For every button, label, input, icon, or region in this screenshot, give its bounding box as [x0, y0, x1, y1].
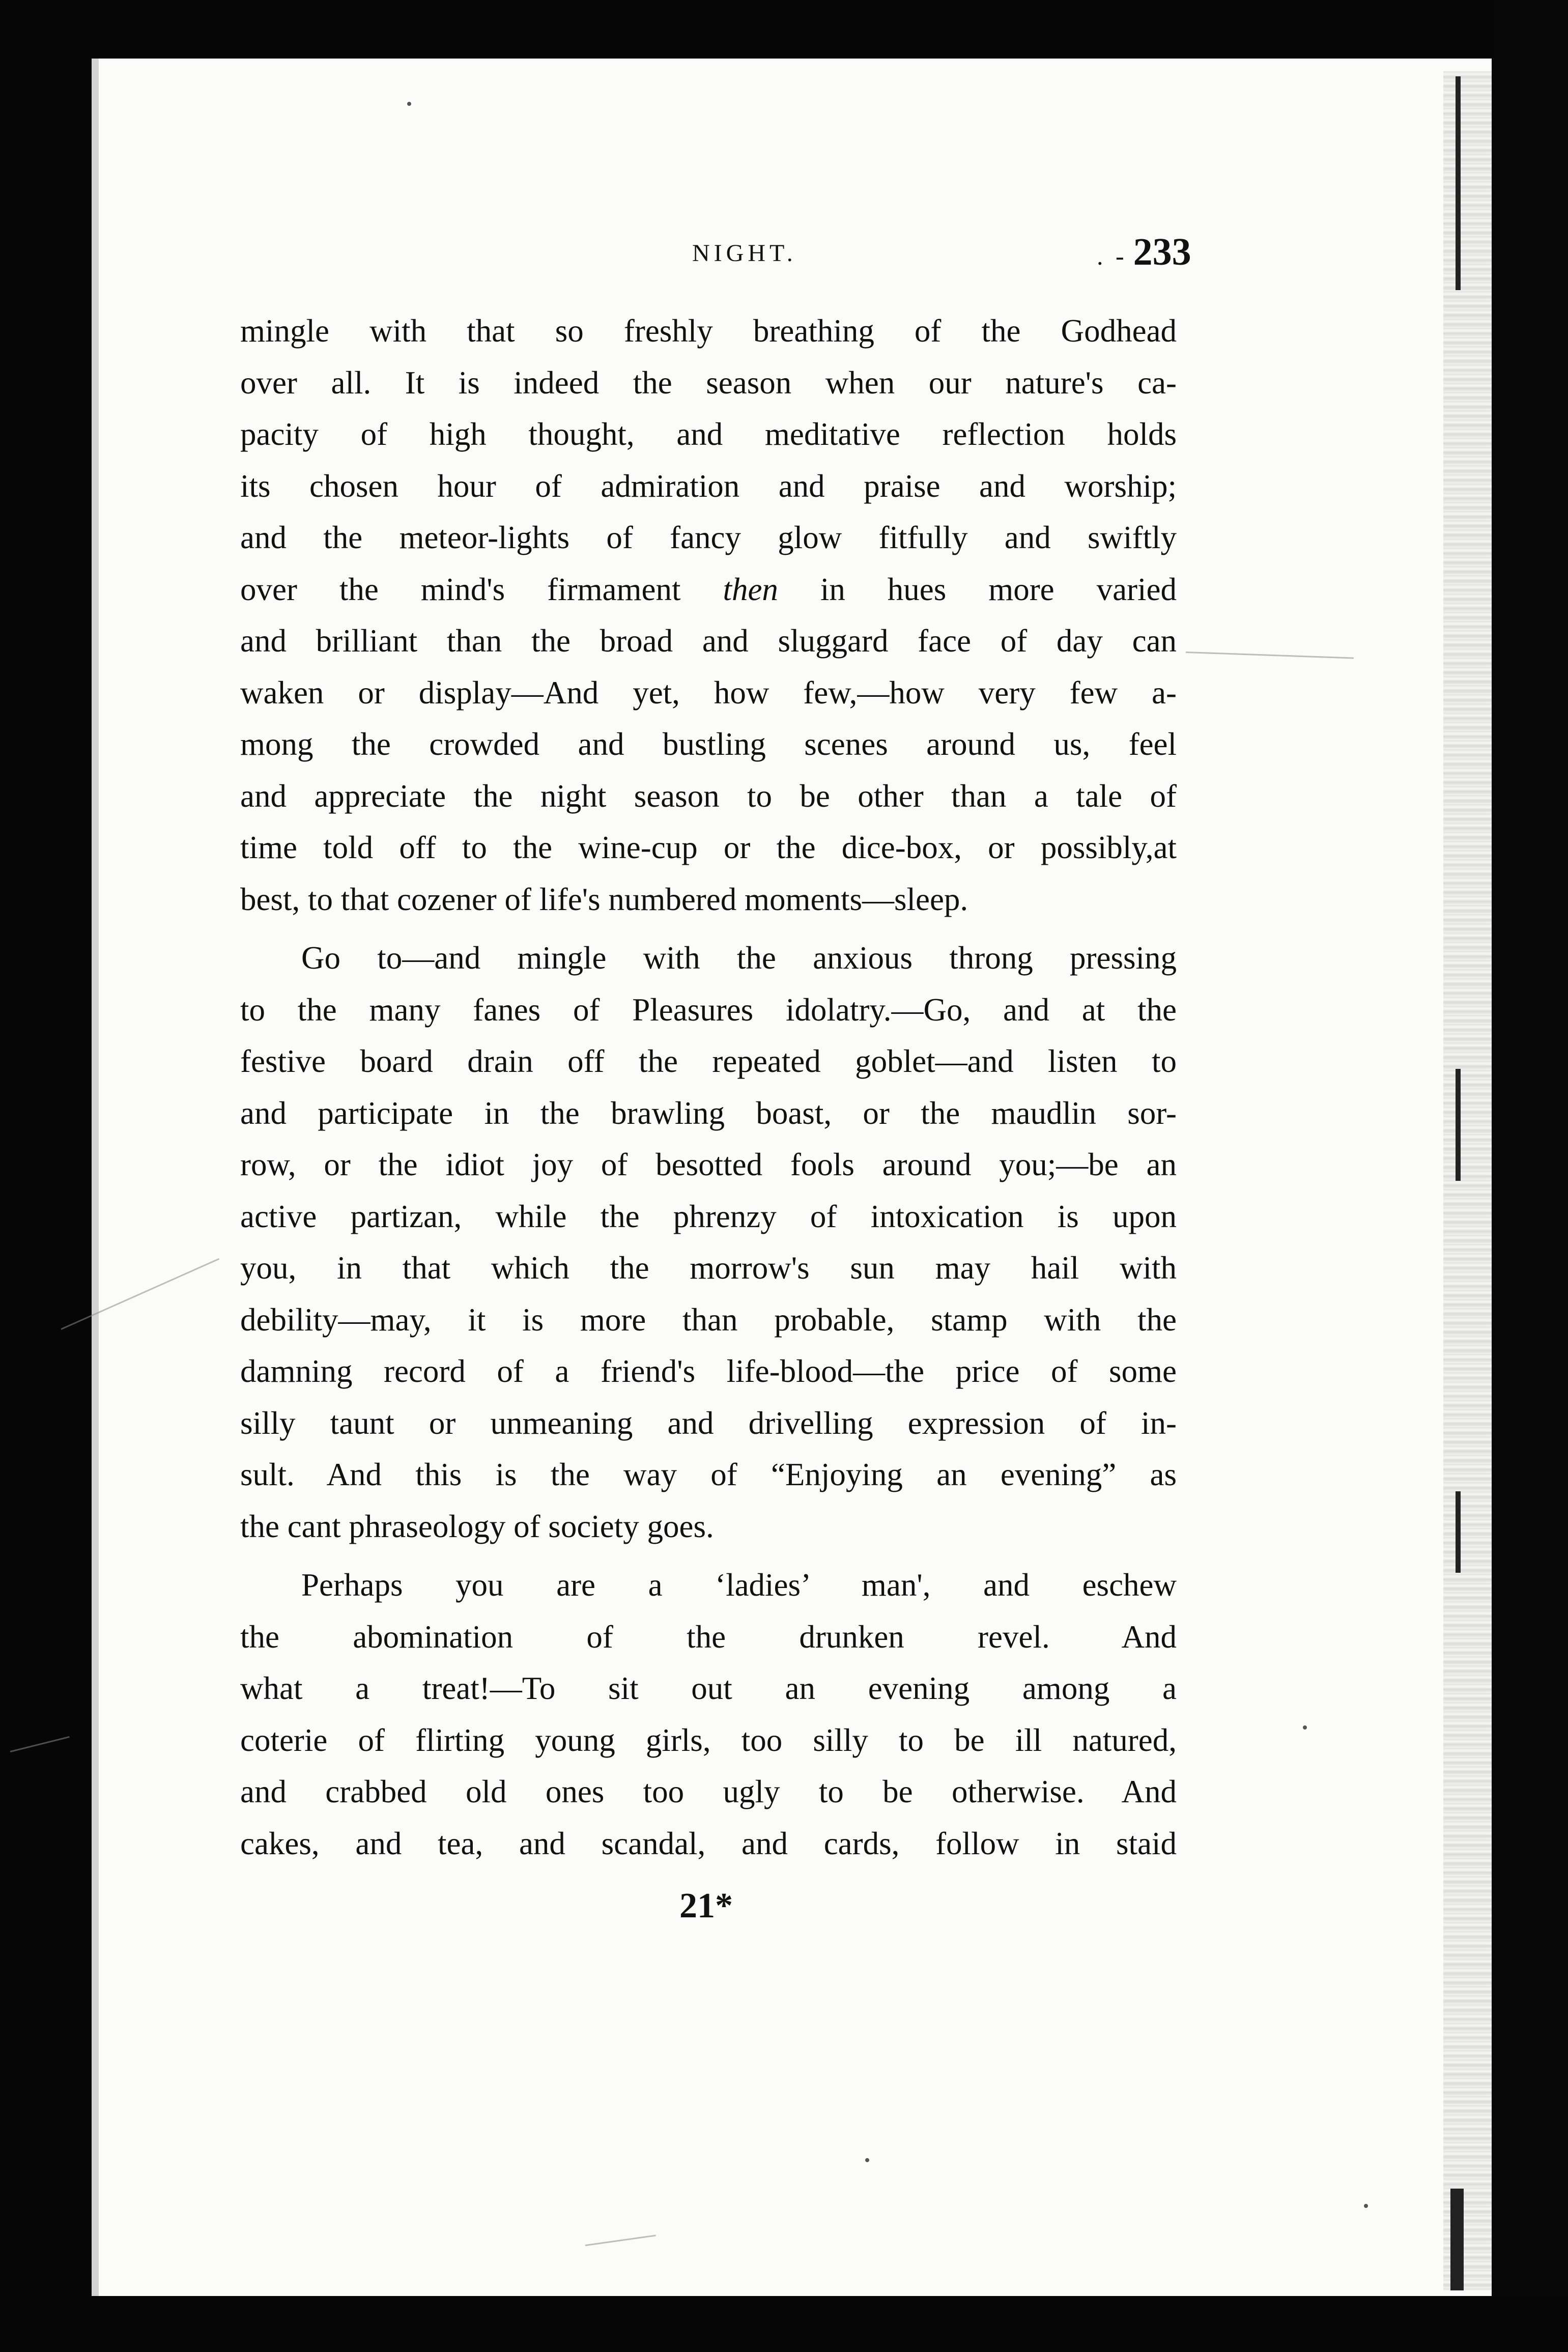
text-line: the abomination of the drunken revel. And	[240, 1619, 1177, 1655]
body-text	[240, 305, 1177, 1869]
text-line: over all. It is indeed the season when our nature's ca-	[240, 364, 1177, 401]
text-line: festive board drain off the repeated goblet—and listen to	[240, 1043, 1177, 1079]
binding-mark	[1456, 1491, 1461, 1573]
text-line: waken or display—And yet, how few,—how very few a-	[240, 674, 1177, 711]
scan-border-left	[0, 0, 92, 2352]
text-line: its chosen hour of admiration and praise and worship;	[240, 468, 1177, 504]
text-line: to the many fanes of Pleasures idolatry.—Go, and at the	[240, 991, 1177, 1028]
binding-marks	[1435, 76, 1476, 2290]
paragraph-gap	[240, 925, 1177, 932]
text-line: coterie of flirting young girls, too silly to be ill natured,	[240, 1722, 1177, 1758]
text-line: mingle with that so freshly breathing of the Godhead	[240, 313, 1177, 349]
paper-speck	[407, 102, 411, 106]
text-line: and appreciate the night season to be other than a tale of	[240, 778, 1177, 814]
paper-speck	[1303, 1725, 1307, 1730]
text-line: silly taunt or unmeaning and drivelling expression of in-	[240, 1405, 1177, 1441]
text-line: mong the crowded and bustling scenes around us, feel	[240, 726, 1177, 762]
page-number	[1097, 230, 1191, 274]
text-line: and the meteor-lights of fancy glow fitfully and swiftly	[240, 520, 1177, 555]
page-number-value: 233	[1133, 231, 1191, 273]
text-line: what a treat!—To sit out an evening among a	[240, 1670, 1177, 1706]
text-line: sult. And this is the way of “Enjoying an evening” as	[240, 1457, 1177, 1492]
text-line: and participate in the brawling boast, or the maudlin sor-	[240, 1095, 1177, 1131]
text-line: and crabbed old ones too ugly to be otherwise. And	[240, 1774, 1177, 1809]
text-line: best, to that cozener of life's numbered moments—sleep.	[240, 881, 968, 917]
text-line: damning record of a friend's life-blood—the price of some	[240, 1353, 1177, 1389]
text-line	[240, 564, 1177, 616]
scan-border-top	[0, 0, 1568, 59]
text-fragment: over the mind's firmament	[240, 571, 681, 607]
running-head: NIGHT.	[692, 240, 797, 267]
page-number-dots: . -	[1097, 242, 1127, 270]
binding-mark	[1456, 1069, 1461, 1181]
text-line: Go to—and mingle with the anxious throng pressing	[301, 940, 1177, 976]
italic-word: then	[723, 571, 778, 607]
paragraph-gap	[240, 1552, 1177, 1560]
text-line: and brilliant than the broad and sluggard face of day can	[240, 623, 1177, 659]
binding-mark	[1450, 2189, 1464, 2290]
text-line: you, in that which the morrow's sun may hail with	[240, 1250, 1177, 1286]
paper-speck	[865, 2158, 869, 2162]
paper-speck	[1364, 2204, 1368, 2208]
scan-border-right	[1492, 0, 1568, 2352]
text-line: Perhaps you are a ‘ladies’ man', and eschew	[301, 1567, 1177, 1603]
scan-border-bottom	[0, 2296, 1568, 2352]
text-line: cakes, and tea, and scandal, and cards, follow in staid	[240, 1825, 1177, 1861]
text-line: row, or the idiot joy of besotted fools around you;—be an	[240, 1147, 1177, 1182]
text-line: time told off to the wine-cup or the dice-box, or possibly,at	[240, 830, 1177, 865]
binding-mark	[1456, 76, 1461, 290]
text-fragment: in hues more varied	[820, 571, 1177, 607]
signature-mark: 21*	[679, 1886, 733, 1925]
text-line: debility—may, it is more than probable, stamp with the	[240, 1301, 1177, 1338]
text-line: pacity of high thought, and meditative reflection holds	[240, 416, 1177, 452]
page-edge-left	[92, 59, 99, 2296]
text-line: active partizan, while the phrenzy of intoxication is upon	[240, 1198, 1177, 1234]
text-line: the cant phraseology of society goes.	[240, 1508, 714, 1544]
